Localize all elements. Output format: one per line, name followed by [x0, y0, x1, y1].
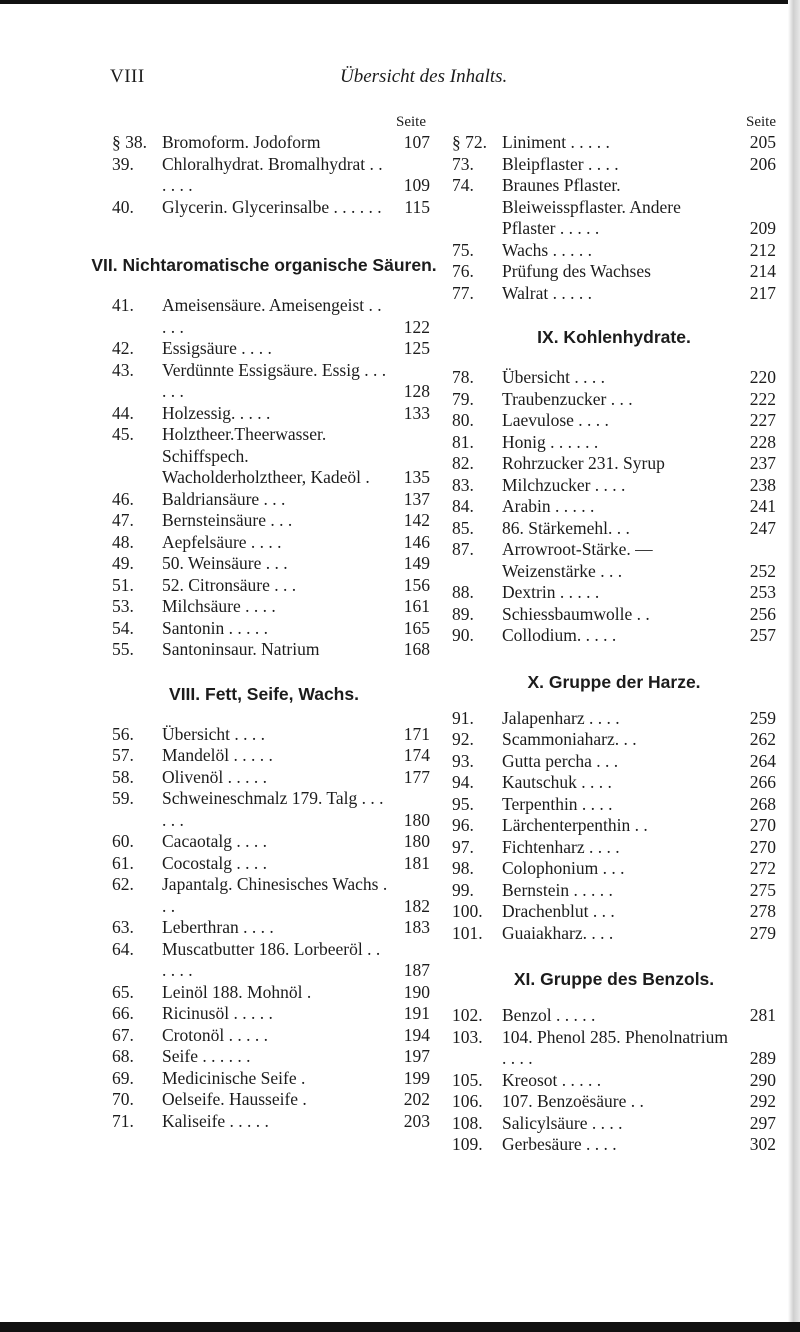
toc-entry: [452, 175, 776, 240]
entry-title: Schiessbaumwolle . .: [502, 603, 650, 624]
entry-title: Milchsäure . . . .: [162, 596, 276, 616]
entry-number: 83.: [452, 474, 474, 495]
entry-title: Kreosot . . . . .: [502, 1069, 602, 1090]
toc-entry: [452, 367, 776, 389]
entry-number: 88.: [452, 582, 474, 602]
entry-page-number: 266: [749, 772, 776, 792]
entry-title: Benzol . . . . .: [502, 1005, 596, 1025]
entry-page-number: 197: [403, 1046, 430, 1066]
entry-page-number: 199: [403, 1067, 430, 1088]
entry-page-number: 241: [749, 496, 776, 516]
entry-title: Ameisensäure. Ameisengeist . . . . .: [162, 295, 382, 337]
entry-number: 39.: [112, 153, 134, 174]
entry-title: Schweineschmalz 179. Talg . . . . . .: [162, 788, 384, 830]
entry-number: 45.: [112, 424, 134, 444]
entry-title: Salicylsäure . . . .: [502, 1112, 623, 1133]
entry-page-number: 272: [749, 858, 776, 878]
entry-title: 50. Weinsäure . . .: [162, 553, 288, 573]
entry-number: 85.: [452, 517, 474, 538]
entry-title: Santonin . . . . .: [162, 617, 268, 638]
entry-page-number: 212: [749, 239, 776, 260]
entry-page-number: 146: [403, 531, 430, 552]
entry-title: Lärchenterpenthin . .: [502, 815, 648, 835]
entry-title: Wachs . . . . .: [502, 239, 592, 260]
entry-number: 108.: [452, 1112, 483, 1133]
entry-number: 76.: [452, 261, 474, 281]
entry-number: 65.: [112, 981, 134, 1002]
section-heading: VII. Nichtaromatische organische Säuren.: [91, 255, 437, 275]
entry-number: 71.: [112, 1110, 134, 1131]
entry-title: Holztheer.Theerwasser. Schiffspech. Wacholderholztheer, Kadeöl .: [162, 424, 370, 487]
toc-entry: [452, 432, 776, 454]
toc-entry: [452, 240, 776, 262]
entry-page-number: 227: [749, 410, 776, 430]
entry-number: 51.: [112, 574, 134, 595]
entry-title: 107. Benzoësäure . .: [502, 1091, 644, 1111]
toc-entry: [452, 410, 776, 432]
page-header: [0, 66, 800, 96]
entry-number: 79.: [452, 388, 474, 409]
toc-column-left: [91, 112, 437, 1132]
entry-number: 64.: [112, 938, 134, 959]
entry-number: 84.: [452, 496, 474, 516]
toc-entry: [452, 880, 776, 902]
toc-entry: [112, 575, 430, 597]
toc-entry: [112, 767, 430, 789]
toc-entry: [112, 360, 430, 403]
entry-title: Dextrin . . . . .: [502, 582, 600, 602]
entry-title: Gutta percha . . .: [502, 750, 619, 771]
entry-page-number: 270: [749, 836, 776, 857]
running-title: Übersicht des Inhalts.: [340, 66, 508, 87]
entry-page-number: 181: [403, 852, 430, 873]
entry-page-number: 209: [749, 218, 776, 238]
section-heading: X. Gruppe der Harze.: [527, 671, 701, 692]
entry-title: Honig . . . . . .: [502, 431, 599, 452]
entry-number: 57.: [112, 745, 134, 765]
entry-page-number: 289: [749, 1048, 776, 1068]
toc-entry: [112, 1068, 430, 1090]
entry-number: 46.: [112, 488, 134, 509]
entry-title: Essigsäure . . . .: [162, 338, 272, 358]
entry-number: 96.: [452, 815, 474, 835]
entry-page-number: 259: [749, 707, 776, 728]
entry-title: Jalapenharz . . . .: [502, 707, 620, 728]
entry-title: Leberthran . . . .: [162, 917, 274, 937]
entry-number: 67.: [112, 1024, 134, 1045]
entry-title: Bromoform. Jodoform: [162, 132, 321, 152]
entry-title: Bernsteinsäure . . .: [162, 510, 293, 530]
toc-entry: [452, 815, 776, 837]
entry-page-number: 292: [749, 1091, 776, 1111]
toc-entry: [112, 917, 430, 939]
toc-entry: [452, 751, 776, 773]
entry-number: 75.: [452, 239, 474, 260]
entry-page-number: 187: [403, 960, 430, 980]
toc-entry: [452, 1005, 776, 1027]
entry-number: 106.: [452, 1091, 483, 1111]
entry-number: 97.: [452, 836, 474, 857]
entry-title: Aepfelsäure . . . .: [162, 531, 282, 552]
entry-page-number: 268: [749, 793, 776, 814]
entry-number: 61.: [112, 852, 134, 873]
entry-number: § 72.: [452, 132, 487, 152]
entry-title: Collodium. . . . .: [502, 625, 617, 645]
entry-number: 109.: [452, 1134, 483, 1154]
toc-entry: [452, 539, 776, 582]
entry-page-number: 180: [403, 809, 430, 830]
entry-number: 93.: [452, 750, 474, 771]
entry-page-number: 202: [403, 1089, 430, 1109]
entry-number: 102.: [452, 1005, 483, 1025]
entry-title: Prüfung des Wachses: [502, 261, 651, 281]
entry-page-number: 297: [749, 1112, 776, 1133]
toc-entry: [112, 510, 430, 532]
entry-number: 95.: [452, 793, 474, 814]
toc-entry: [112, 982, 430, 1004]
entry-page-number: 191: [403, 1003, 430, 1023]
entry-page-number: 290: [749, 1069, 776, 1090]
entry-title: Seife . . . . . .: [162, 1046, 251, 1066]
toc-entry: [112, 403, 430, 425]
entry-page-number: 122: [403, 316, 430, 337]
entry-title: Liniment . . . . .: [502, 132, 610, 152]
entry-page-number: 206: [749, 153, 776, 174]
toc-entry: [112, 1025, 430, 1047]
entry-page-number: 252: [749, 560, 776, 581]
toc-entry: [452, 625, 776, 647]
entry-number: 69.: [112, 1067, 134, 1088]
entry-number: 82.: [452, 453, 474, 473]
entry-page-number: 238: [749, 474, 776, 495]
toc-entry: [452, 518, 776, 540]
section-heading: IX. Kohlenhydrate.: [537, 327, 691, 347]
entry-number: 73.: [452, 153, 474, 174]
entry-page-number: 264: [749, 750, 776, 771]
entry-title: Japantalg. Chinesisches Wachs . . .: [162, 874, 388, 916]
toc-entry: [452, 283, 776, 305]
toc-entry: [452, 1091, 776, 1113]
entry-title: Übersicht . . . .: [502, 367, 606, 387]
entry-number: 63.: [112, 917, 134, 937]
toc-entry: [112, 553, 430, 575]
entry-number: 40.: [112, 196, 134, 217]
entry-number: 53.: [112, 596, 134, 616]
toc-entry: [452, 858, 776, 880]
entry-page-number: 253: [749, 582, 776, 602]
toc-entry: [112, 489, 430, 511]
entry-number: 81.: [452, 431, 474, 452]
entry-number: 68.: [112, 1046, 134, 1066]
entry-number: 59.: [112, 788, 134, 808]
toc-entry: [452, 837, 776, 859]
toc-entry: [112, 831, 430, 853]
entry-title: Braunes Pflaster. Bleiweisspflaster. Andere Pflaster . . . . .: [502, 175, 681, 238]
entry-number: 91.: [452, 707, 474, 728]
entry-title: Colophonium . . .: [502, 858, 625, 878]
entry-page-number: 135: [403, 467, 430, 487]
entry-title: Kaliseife . . . . .: [162, 1110, 269, 1131]
entry-number: 78.: [452, 367, 474, 387]
toc-entry: [452, 261, 776, 283]
toc-entry: [112, 639, 430, 661]
entry-page-number: 270: [749, 815, 776, 835]
toc-entry: [452, 154, 776, 176]
entry-title: Crotonöl . . . . .: [162, 1024, 268, 1045]
entry-page-number: 125: [403, 338, 430, 358]
entry-number: 47.: [112, 510, 134, 530]
entry-number: 80.: [452, 410, 474, 430]
toc-entry: [112, 1089, 430, 1111]
entry-number: 103.: [452, 1026, 483, 1047]
entry-number: 90.: [452, 625, 474, 645]
entry-title: Walrat . . . . .: [502, 282, 592, 303]
entry-title: Terpenthin . . . .: [502, 793, 613, 814]
entry-title: Drachenblut . . .: [502, 901, 615, 921]
entry-page-number: 115: [404, 196, 430, 217]
toc-entry: [452, 729, 776, 751]
entry-page-number: 257: [749, 625, 776, 645]
entry-number: 44.: [112, 402, 134, 423]
entry-title: Übersicht . . . .: [162, 723, 266, 744]
toc-entry: [452, 772, 776, 794]
entry-title: Santoninsaur. Natrium: [162, 639, 320, 659]
seite-label: Seite: [746, 114, 776, 130]
entry-title: Arrowroot-Stärke. — Weizenstärke . . .: [502, 539, 653, 581]
toc-entry: [112, 197, 430, 219]
entry-page-number: 194: [403, 1024, 430, 1045]
entry-number: 77.: [452, 282, 474, 303]
entry-title: Arabin . . . . .: [502, 496, 595, 516]
toc-entry: [452, 923, 776, 945]
toc-entry: [112, 853, 430, 875]
entry-number: 74.: [452, 175, 474, 195]
toc-entry: [452, 1134, 776, 1156]
toc-entry: [112, 939, 430, 982]
entry-page-number: 137: [403, 488, 430, 509]
entry-number: 56.: [112, 723, 134, 744]
entry-number: 62.: [112, 874, 134, 894]
entry-number: 98.: [452, 858, 474, 878]
entry-number: 54.: [112, 617, 134, 638]
entry-title: Milchzucker . . . .: [502, 474, 626, 495]
toc-entry: [112, 338, 430, 360]
entry-page-number: 107: [403, 132, 430, 152]
entry-page-number: 174: [403, 745, 430, 765]
entry-page-number: 205: [749, 132, 776, 152]
entry-page-number: 217: [749, 282, 776, 303]
page-top-edge: [0, 0, 800, 4]
entry-page-number: 142: [403, 510, 430, 530]
entry-number: 42.: [112, 338, 134, 358]
entry-page-number: 279: [749, 922, 776, 943]
entry-number: 66.: [112, 1003, 134, 1023]
page-bottom-edge: [0, 1322, 800, 1332]
entry-page-number: 237: [749, 453, 776, 473]
entry-title: 104. Phenol 285. Phenolnatrium . . . .: [502, 1026, 729, 1068]
entry-title: Mandelöl . . . . .: [162, 745, 273, 765]
entry-number: 92.: [452, 729, 474, 749]
entry-title: Bernstein . . . . .: [502, 879, 613, 900]
toc-entry: [452, 475, 776, 497]
entry-page-number: 128: [403, 381, 430, 401]
entry-title: Holzessig. . . . .: [162, 402, 271, 423]
entry-number: 49.: [112, 553, 134, 573]
entry-page-number: 161: [403, 596, 430, 616]
entry-page-number: 247: [749, 517, 776, 538]
toc-entry: [112, 724, 430, 746]
entry-number: 55.: [112, 639, 134, 659]
toc-entry: [112, 596, 430, 618]
toc-entry: [112, 874, 430, 917]
toc-entry: [452, 794, 776, 816]
toc-entry: [112, 1046, 430, 1068]
entry-title: Medicinische Seife .: [162, 1067, 306, 1088]
entry-page-number: 222: [749, 388, 776, 409]
entry-number: 60.: [112, 831, 134, 851]
entry-title: Cocostalg . . . .: [162, 852, 267, 873]
entry-number: 101.: [452, 922, 483, 943]
entry-page-number: 109: [403, 175, 430, 195]
entry-title: Baldriansäure . . .: [162, 488, 286, 509]
entry-title: Scammoniaharz. . .: [502, 729, 637, 749]
entry-page-number: 220: [749, 367, 776, 387]
entry-title: 52. Citronsäure . . .: [162, 574, 297, 595]
entry-title: Laevulose . . . .: [502, 410, 609, 430]
section-heading: XI. Gruppe des Benzols.: [513, 969, 715, 989]
entry-page-number: 302: [749, 1134, 776, 1154]
section-heading: VIII. Fett, Seife, Wachs.: [169, 683, 359, 704]
entry-number: 105.: [452, 1069, 483, 1090]
toc-entry: [452, 1027, 776, 1070]
entry-title: Rohrzucker 231. Syrup: [502, 453, 665, 473]
toc-entry: [112, 532, 430, 554]
entry-page-number: 214: [749, 261, 776, 281]
toc-entry: [452, 496, 776, 518]
toc-entry: [112, 132, 430, 154]
toc-entry: [112, 1111, 430, 1133]
entry-number: 48.: [112, 531, 134, 552]
toc-entry: [452, 1113, 776, 1135]
entry-title: Verdünnte Essigsäure. Essig . . . . . .: [162, 359, 387, 401]
entry-page-number: 190: [403, 981, 430, 1002]
entry-number: 94.: [452, 772, 474, 792]
entry-page-number: 256: [749, 603, 776, 624]
toc-entry: [452, 132, 776, 154]
entry-title: Fichtenharz . . . .: [502, 836, 620, 857]
entry-title: Muscatbutter 186. Lorbeeröl . . . . . .: [162, 938, 381, 980]
toc-entry: [112, 618, 430, 640]
entry-title: Bleipflaster . . . .: [502, 153, 619, 174]
toc-entry: [452, 901, 776, 923]
seite-label: Seite: [396, 114, 426, 130]
toc-entry: [112, 745, 430, 767]
toc-entry: [452, 389, 776, 411]
entry-page-number: 182: [403, 895, 430, 916]
entry-page-number: 183: [403, 917, 430, 937]
entry-number: 43.: [112, 359, 134, 380]
entry-number: 100.: [452, 901, 483, 921]
entry-page-number: 262: [749, 729, 776, 749]
toc-entry: [112, 788, 430, 831]
toc-entry: [452, 604, 776, 626]
entry-title: Glycerin. Glycerinsalbe . . . . . .: [162, 196, 382, 217]
entry-title: Cacaotalg . . . .: [162, 831, 267, 851]
entry-page-number: 149: [403, 553, 430, 573]
toc-entry: [112, 154, 430, 197]
entry-title: 86. Stärkemehl. . .: [502, 517, 630, 538]
entry-page-number: 156: [403, 574, 430, 595]
page-right-edge: [788, 0, 800, 1332]
entry-page-number: 281: [749, 1005, 776, 1025]
entry-title: Chloralhydrat. Bromalhydrat . . . . . .: [162, 153, 383, 195]
entry-title: Gerbesäure . . . .: [502, 1134, 617, 1154]
entry-title: Olivenöl . . . . .: [162, 766, 267, 787]
entry-title: Traubenzucker . . .: [502, 388, 633, 409]
entry-page-number: 177: [403, 766, 430, 787]
entry-page-number: 168: [403, 639, 430, 659]
toc-entry: [112, 1003, 430, 1025]
toc-entry: [452, 1070, 776, 1092]
entry-page-number: 275: [749, 879, 776, 900]
page-number: VIII: [110, 66, 145, 87]
entry-page-number: 180: [403, 831, 430, 851]
toc-column-right: [452, 112, 776, 1156]
toc-entry: [452, 708, 776, 730]
entry-page-number: 203: [403, 1110, 430, 1131]
toc-entry: [452, 453, 776, 475]
entry-number: 87.: [452, 539, 474, 559]
entry-title: Ricinusöl . . . . .: [162, 1003, 273, 1023]
entry-number: 41.: [112, 295, 134, 315]
entry-page-number: 165: [403, 617, 430, 638]
entry-number: 99.: [452, 879, 474, 900]
entry-page-number: 278: [749, 901, 776, 921]
entry-page-number: 228: [749, 431, 776, 452]
entry-number: § 38.: [112, 132, 147, 152]
entry-number: 89.: [452, 603, 474, 624]
entry-page-number: 133: [403, 402, 430, 423]
toc-entry: [112, 295, 430, 338]
entry-number: 70.: [112, 1089, 134, 1109]
entry-title: Leinöl 188. Mohnöl .: [162, 981, 312, 1002]
entry-page-number: 171: [403, 723, 430, 744]
toc-entry: [452, 582, 776, 604]
entry-title: Kautschuk . . . .: [502, 772, 612, 792]
entry-title: Guaiakharz. . . .: [502, 922, 614, 943]
toc-entry: [112, 424, 430, 489]
entry-number: 58.: [112, 766, 134, 787]
entry-title: Oelseife. Hausseife .: [162, 1089, 307, 1109]
